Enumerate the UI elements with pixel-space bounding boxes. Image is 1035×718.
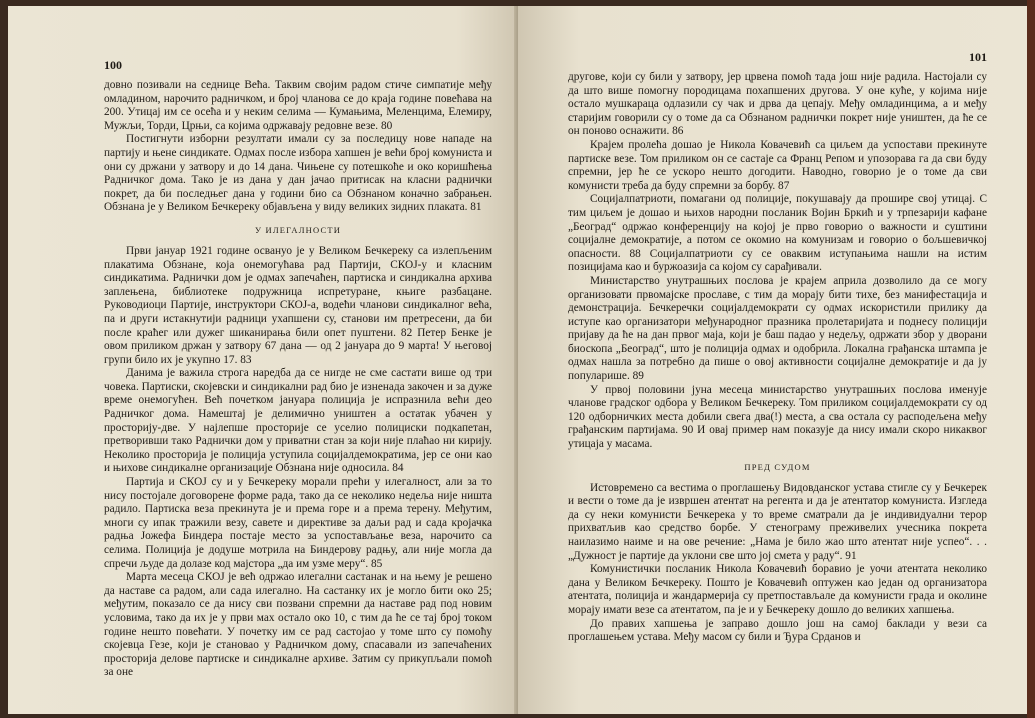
paragraph: Партија и СКОЈ су и у Бечкереку морали прећи у илегалност, али за то нису постојале договорене форме рада, тако да се неколико недеља није ништа радило. Партиска веза прекинута је и према горе и а према терену. Међутим, многи су ипак тражили везу, савете и директиве за даљи рад и сада кројачка радња Јожефа Биндера постаје место за успостављање веза, нарочито са селима. Полиција је додуше мотрила на Биндерову радњу, али није могла да спречи људе да долазе код мајстора „да им узме меру“. 85 — [104, 476, 492, 570]
paragraph: Социјалпатриоти, помагани од полиције, покушавају да прошире свој утицај. С тим циљем је дошао и њихов народни посланик Војин Бркић и у трпезарији кафане „Београд“ одржао конференцију на којој је прво говорио о важности и суштини социјалне демократије, а потом се окомио на комунизам и говорио о бољшевичкој опасности. 88 Социјалпатриоти су се оваквим иступањима нашли на истим позицијама као и буржоазија са којом су сарађивали. — [568, 193, 987, 274]
left-page — [8, 6, 518, 714]
section-heading: ПРЕД СУДОМ — [744, 461, 811, 472]
paragraph: У првој половини јуна месеца министарство унутрашњих послова именује чланове градског одбора у Великом Бечкереку. Том приликом социјалдемократи су од 120 одборничких места добили свега два(!) места, а сва остала су расподељена међу грађанским партијама. 90 И овај пример нам показује да нису имали скоро никаквог утицаја у масама. — [568, 383, 987, 451]
paragraph: Крајем пролећа дошао је Никола Ковачевић са циљем да успостави прекинуте партиске везе. Том приликом он се састаје са Франц Репом и упозорава га да сви буду спремни, јер ће се ускоро нешто догодити. Наводно, говорио је о томе да сви комунисти треба да буду спремни за борбу. 87 — [568, 138, 987, 192]
left-body-after — [104, 245, 492, 680]
paragraph: Комунистички посланик Никола Ковачевић боравио је уочи атентата неколико дана у Великом Бечкереку. Пошто је Ковачевић оптужен као један од организатора атентата, полиција и жандармерија су претпостављале да комунисти града и околине морају имати везе са атентатом, па је и у Бечкереку дошло до великих хапшења. — [568, 563, 987, 616]
book-spread — [8, 6, 1027, 714]
page-number-right: 101 — [969, 50, 987, 64]
section-heading: У ИЛЕГАЛНОСТИ — [254, 224, 342, 235]
paragraph: Министарство унутрашњих послова је крајем априла дозволило да се могу организовати првомајске прославе, с тим да морају бити тихе, без манифестација и демонстрација. Бечкеречки социјалдемократи су одмах искористили прилику да иступе као организатори међународног празника пролетаријата и поднесу полицији пријаву да ће на дан првог маја, који је баш падао у недељу, одржати збор у дворани биоскопа „Београд“, што је полиција одмах и одобрила. Локална грађанска штампа је одмах нашла за потребно да пише о овој активности социјалне демократије и да ју популарише. 89 — [568, 274, 987, 383]
right-body-after — [568, 482, 987, 645]
paragraph: другове, који су били у затвору, јер црвена помоћ тада још није радила. Настојали су да што више помогну породицама похапшених другова. У оне куће, у којима није остало мушкараца одлазили су чак и дрва да цепају. Међу омладинцима, а и међу старијим говорили су о томе да са Обзнаном раднички покрет није уништен, да ће се он поново оснажити. 86 — [568, 71, 987, 138]
right-page — [518, 6, 1027, 714]
paragraph: До правих хапшења је заправо дошло још на самој баклади у вези са проглашењем устава. Међу масом су били и Ђура Срданов и — [568, 617, 987, 644]
left-body-before — [104, 79, 492, 215]
page-number-left: 100 — [104, 58, 122, 72]
right-body-before — [568, 71, 987, 452]
paragraph: Истовремено са вестима о проглашењу Видовданског устава стигле су у Бечкерек и вести о томе да је извршен атентат на регента и да је атентатор комуниста. Изгледа да су неки комунисти Бечкерека у то време сматрали да је индивидуални терор прихватљив као средство борбе. У стенограму преживелих учесника покрета наилазимо наиме и на ове речение: „Нама је било жао што атентат није успео“. . . „Дужност је партије да уклони све што јој смета у раду“. 91 — [568, 481, 987, 562]
paragraph: Први јануар 1921 године освануо је у Великом Бечкереку са излепљеним плакатима Обзнане, која онемогућава рад Партији, СКОЈ-у и класним синдикатима. Раднички дом је одмах запечаћен, партиска и синдикална архива заплењена, библиотеке подружница испретуране, књиге разбацане. Руководиоци Партије, инструктори СКОЈ-а, водећи чланови синдикалног већа, па и други истакнутији радници ухапшени су, станови им претресени, да би после краћег или дужег шиканирања били опет пуштени. 82 Петер Бенке је овом приликом држан у затвору 67 дана — од 2 јануара до 9 марта! У његовој групи било их је укупно 17. 83 — [104, 244, 492, 366]
paragraph: довно позивали на седнице Већа. Таквим својим радом стиче симпатије међу омладином, нарочито радничком, и број чланова се до краја године повећава на 200. Утицај им се осећа и у неким селима — Кумањима, Меленцима, Елемиру, Мужљи, Торди, Црњи, са којима одржавају редовне везе. 80 — [104, 79, 492, 132]
book-edge — [1027, 0, 1035, 718]
paragraph: Марта месеца СКОЈ је већ одржао илегални састанак и на њему је решено да наставе са радом, али сада илегално. На састанку их је могло бити око 25; међутим, показало се да нису сви позвани спремни да наставе рад под новим условима, тако да их је у први мах остало око 10, с тим да ће се тај број током године нешто повећати. У почетку им се рад састојао у томе што су помоћу скојевца Гезе, који је становао у Радничком дому, спасавали из запечаћених просторија делове партиске и синдикалне архиве. Затим су прикупљали помоћ за оне — [104, 571, 492, 679]
paragraph: Постигнути изборни резултати имали су за последицу нове нападе на партију и њене синдикате. Одмах после избора хапшен је већи број комуниста и они су држани у затвору и до 14 дана. Чињене су потешкоће и око коришћења Радничког дома. Тако је из дана у дан јачао притисак на класни раднички покрет, да би последњег дана у години био са Обзнаном коначно забрањен. Обзнана је у Великом Бечкереку објављена у виду великих зидних плаката. 81 — [104, 133, 492, 214]
paragraph: Данима је важила строга наредба да се нигде не сме састати више од три човека. Партиски, скојевски и синдикални рад био је изненада закочен и за дуже време онемогућен. Већ почетком јануара полиција је испразнила већи део Радничког дома. Намештај је делимично уништен а остатак убачен у просторију-две. У најлепше просторије се уселио полициски подкапетан, претворивши тако Раднички дом у приватни стан за који није плаћао ни кирију. Неколико просторија је полиција уступила социјалдемократима, јер се они као и њихове синдикалне организације Обзнана није односила. 84 — [104, 367, 492, 475]
